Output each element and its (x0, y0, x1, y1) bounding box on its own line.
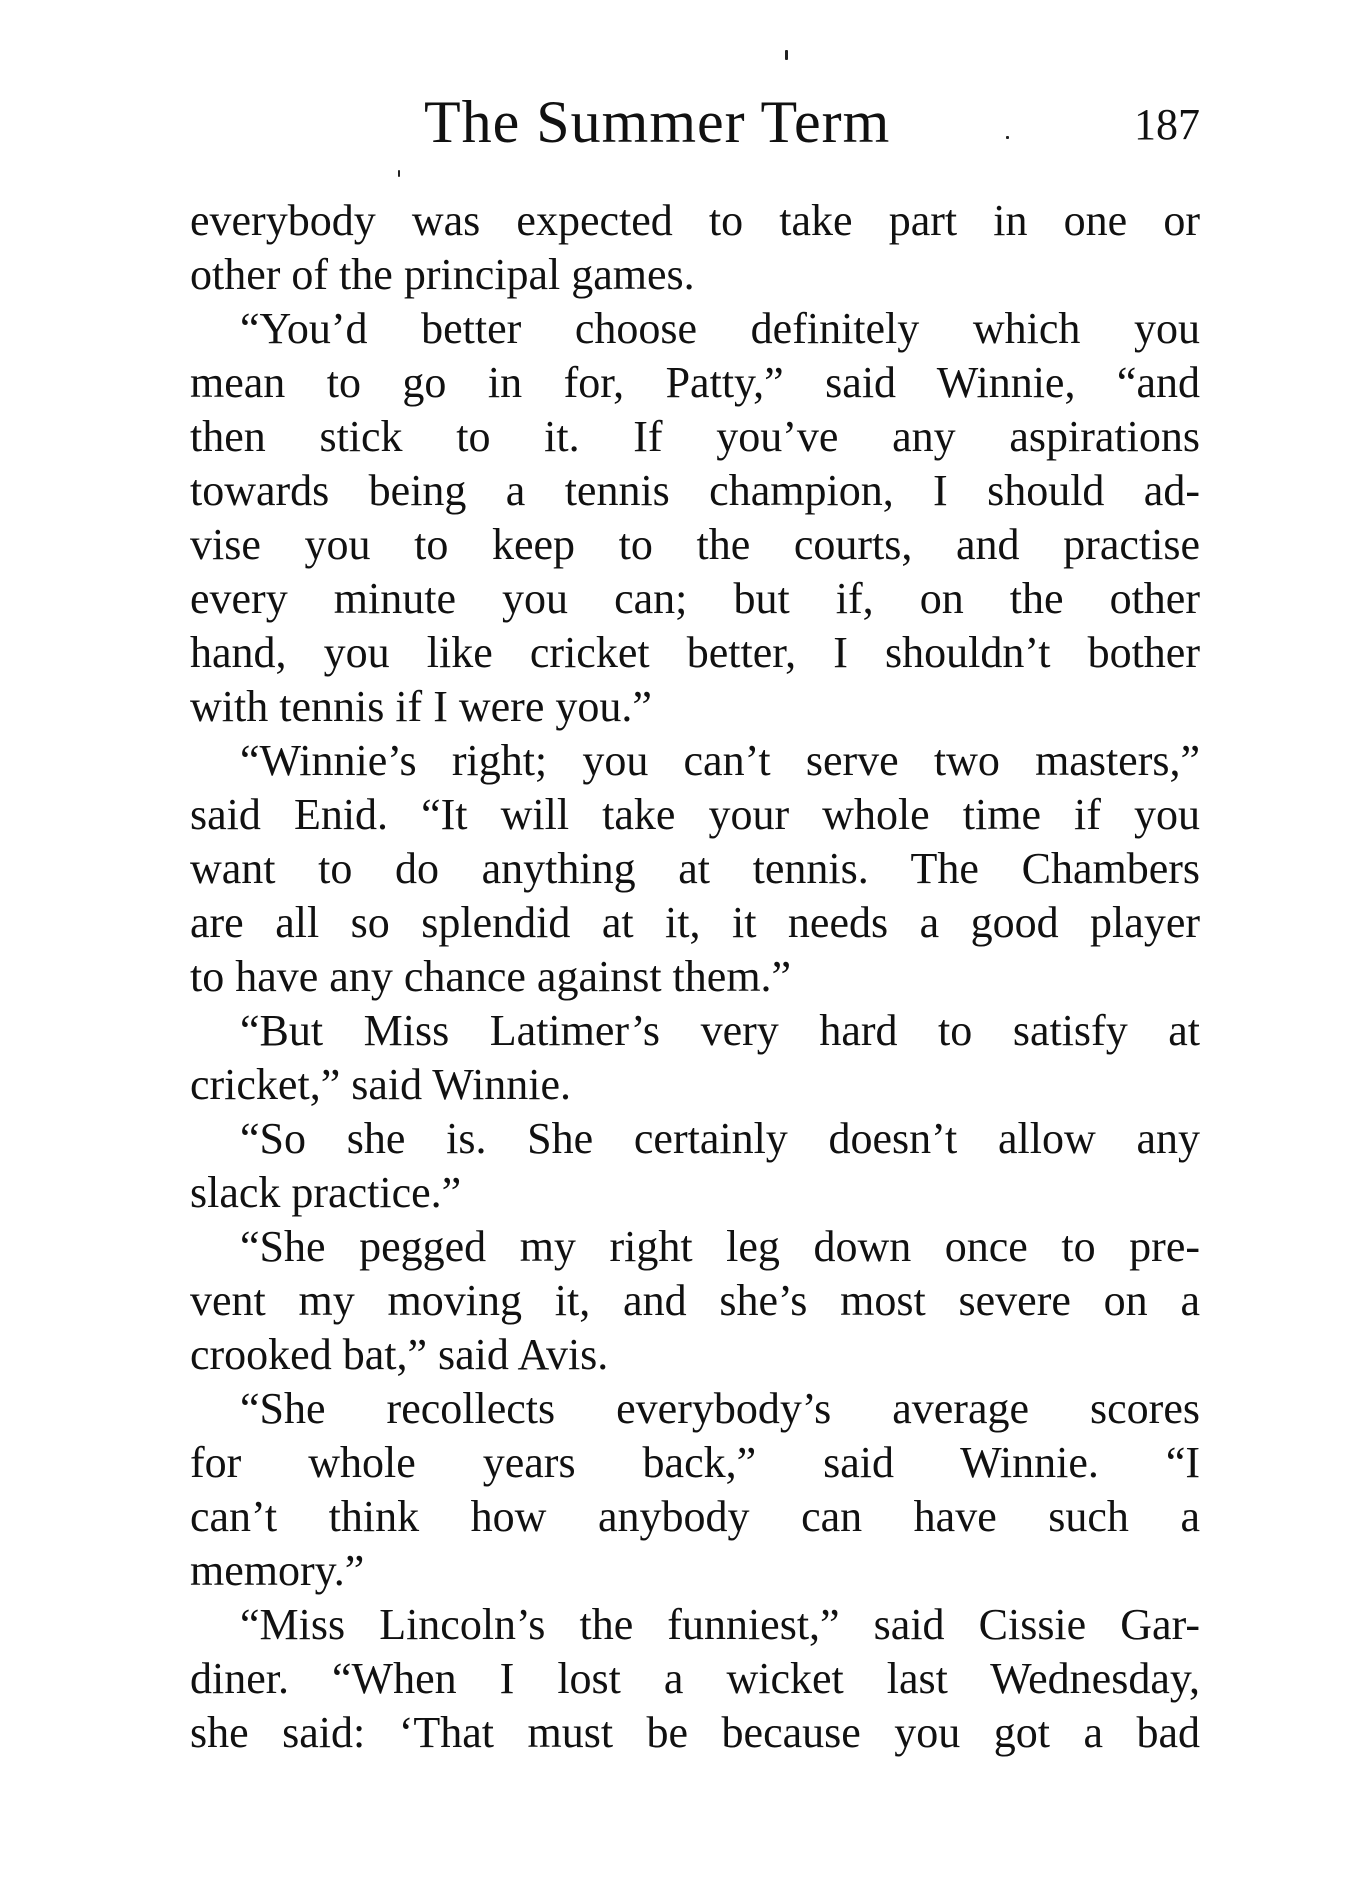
text-line: every minute you can; but if, on the other (190, 574, 1200, 623)
scan-speck (398, 170, 400, 177)
text-line: said Enid. “It will take your whole time if you (190, 790, 1200, 839)
text-line: cricket,” said Winnie. (190, 1060, 572, 1109)
scan-speck (1006, 136, 1009, 139)
page-number: 187 (1134, 100, 1200, 149)
text-line: towards being a tennis champion, I should ad- (190, 466, 1200, 515)
text-line: to have any chance against them.” (190, 952, 792, 1001)
text-line: “But Miss Latimer’s very hard to satisfy at (240, 1006, 1200, 1055)
page-header (190, 82, 1200, 162)
text-line: vise you to keep to the courts, and practise (190, 520, 1200, 569)
text-line: “Miss Lincoln’s the funniest,” said Cissie Gar- (240, 1600, 1200, 1649)
text-line: “Winnie’s right; you can’t serve two masters,” (240, 736, 1200, 785)
text-line: mean to go in for, Patty,” said Winnie, “and (190, 358, 1200, 407)
text-line: are all so splendid at it, it needs a good player (190, 898, 1200, 947)
text-line: slack practice.” (190, 1168, 462, 1217)
text-line: with tennis if I were you.” (190, 682, 652, 731)
text-line: diner. “When I lost a wicket last Wednesday, (190, 1654, 1200, 1703)
text-line: want to do anything at tennis. The Chambers (190, 844, 1200, 893)
text-line: can’t think how anybody can have such a (190, 1492, 1200, 1541)
text-line: vent my moving it, and she’s most severe on a (190, 1276, 1200, 1325)
running-title: The Summer Term (424, 89, 891, 155)
text-line: “She recollects everybody’s average scores (240, 1384, 1200, 1433)
text-line: hand, you like cricket better, I shouldn’t bother (190, 628, 1200, 677)
text-line: other of the principal games. (190, 250, 695, 299)
text-line: “You’d better choose definitely which you (240, 304, 1200, 353)
text-line: she said: ‘That must be because you got a bad (190, 1708, 1200, 1757)
text-line: memory.” (190, 1546, 365, 1595)
text-line: “So she is. She certainly doesn’t allow any (240, 1114, 1200, 1163)
text-line: “She pegged my right leg down once to pre- (240, 1222, 1200, 1271)
scan-speck (785, 50, 788, 60)
text-line: then stick to it. If you’ve any aspirations (190, 412, 1200, 461)
text-line: everybody was expected to take part in one or (190, 196, 1200, 245)
text-line: for whole years back,” said Winnie. “I (190, 1438, 1200, 1487)
text-line: crooked bat,” said Avis. (190, 1330, 609, 1379)
body-text (190, 194, 1200, 1760)
